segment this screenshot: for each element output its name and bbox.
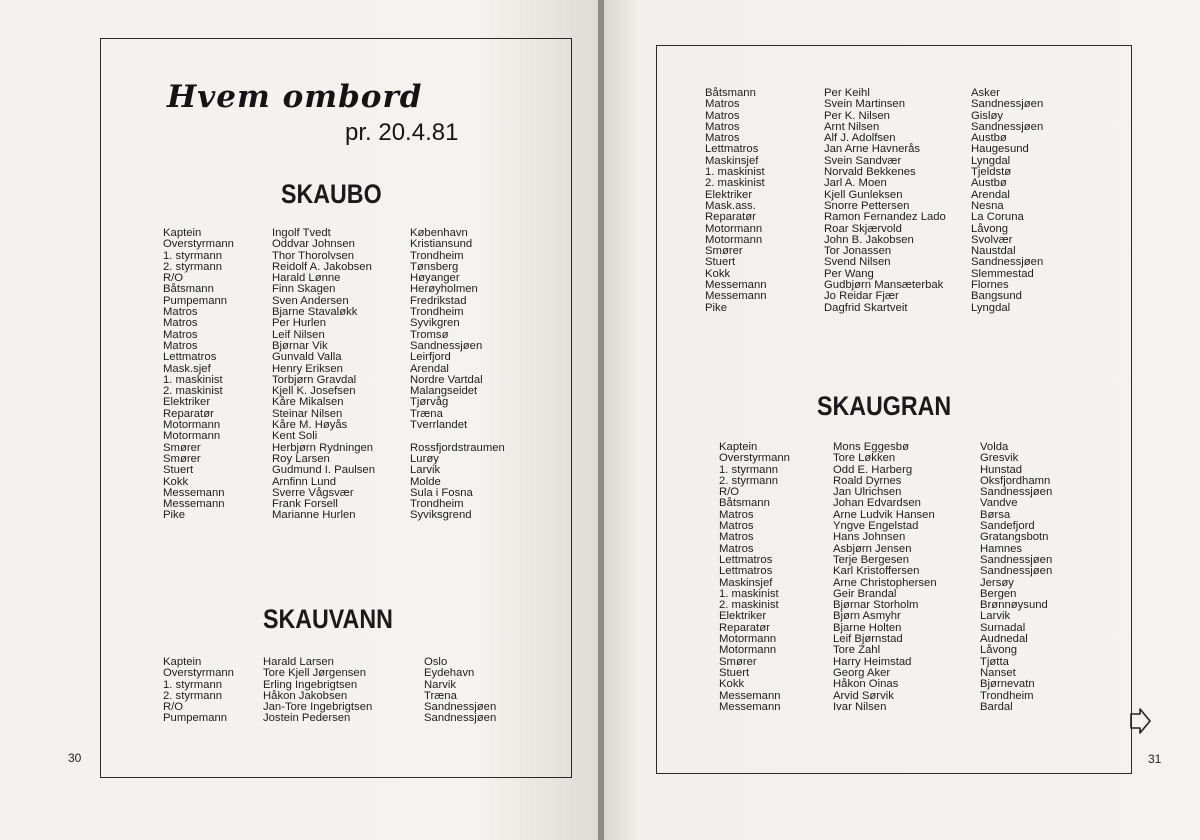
crew-name: Bjørnar Vik	[272, 339, 328, 352]
crew-rank: Matros	[163, 339, 198, 352]
crew-name: Dagfrid Skartveit	[824, 301, 908, 314]
crew-hometown: Trondheim	[410, 249, 464, 262]
crew-hometown: Rossfjordstraumen	[410, 441, 505, 454]
crew-rank: Matros	[719, 542, 754, 555]
crew-rank: Smører	[163, 441, 201, 454]
crew-rank: Messemann	[719, 689, 781, 702]
crew-rank: Pumpemann	[163, 712, 228, 725]
crew-name: Jostein Pedersen	[263, 712, 351, 725]
crew-hometown: Tønsberg	[410, 260, 459, 273]
crew-name: Thor Thorolvsen	[272, 249, 355, 262]
crew-name: Gudbjørn Mansæterbak	[824, 279, 944, 292]
crew-hometown: Tjeldstø	[971, 166, 1012, 179]
crew-name: Kjell K. Josefsen	[272, 385, 356, 398]
crew-name: Per K. Nilsen	[824, 109, 890, 122]
crew-hometown: Sandnessjøen	[971, 98, 1044, 111]
crew-hometown: Volda	[980, 441, 1009, 453]
crew-name: Jarl A. Moen	[824, 177, 887, 190]
crew-rank: Motormann	[163, 419, 221, 432]
crew-rank: Smører	[163, 452, 201, 465]
crew-name: Svein Martinsen	[824, 98, 905, 111]
crew-rank: Maskinsjef	[719, 576, 773, 589]
crew-hometown: Tjøtta	[980, 655, 1009, 668]
crew-hometown: La Coruna	[971, 211, 1024, 224]
crew-hometown: Kristiansund	[410, 238, 473, 251]
crew-name: Odd E. Harberg	[833, 463, 913, 476]
crew-rank: Matros	[719, 531, 754, 544]
crew-hometown: Slemmestad	[971, 267, 1034, 280]
crew-hometown: Brønnøysund	[980, 599, 1048, 612]
crew-hometown: Bergen	[980, 587, 1017, 600]
crew-rank: Reparatør	[705, 211, 756, 224]
crew-hometown: Trondheim	[980, 689, 1034, 702]
crew-hometown: Nanset	[980, 666, 1016, 679]
crew-rank: 2. maskinist	[163, 385, 223, 398]
crew-name: Snorre Pettersen	[824, 199, 910, 212]
crew-name: Per Keihl	[824, 87, 870, 99]
crew-rank: R/O	[163, 701, 184, 714]
crew-hometown: Naustdal	[971, 245, 1016, 258]
crew-name: Harry Heimstad	[833, 655, 912, 668]
crew-hometown: Sandnessjøen	[980, 486, 1053, 499]
crew-rank: Lettmatros	[705, 143, 759, 156]
crew-hometown: Trondheim	[410, 306, 464, 319]
crew-name: Svend Nilsen	[824, 256, 891, 269]
right-page-frame	[656, 45, 1132, 774]
crew-hometown: Børsa	[980, 508, 1011, 521]
crew-name: Jan-Tore Ingebrigtsen	[263, 701, 373, 714]
crew-rank: 2. maskinist	[719, 599, 779, 612]
crew-rank: 1. maskinist	[705, 166, 765, 179]
crew-name: Tore Zahl	[833, 644, 881, 657]
crew-hometown: Oksfjordhamn	[980, 474, 1051, 487]
crew-rank: Elektriker	[719, 610, 767, 623]
crew-name: Reidolf A. Jakobsen	[272, 260, 372, 273]
crew-rank: Kokk	[705, 267, 731, 280]
crew-name: Per Wang	[824, 267, 874, 280]
crew-rank: Motormann	[163, 430, 221, 443]
crew-rank: Matros	[705, 109, 740, 122]
crew-hometown: Træna	[424, 689, 457, 702]
crew-hometown: Narvik	[424, 678, 457, 691]
crew-hometown: Jersøy	[980, 576, 1014, 589]
crew-hometown: Haugesund	[971, 143, 1029, 156]
crew-rank: Matros	[163, 306, 198, 319]
crew-rank: Båtsmann	[719, 497, 770, 510]
crew-hometown: Lyngdal	[971, 301, 1011, 314]
crew-name: Hans Johnsen	[833, 531, 906, 544]
crew-hometown: Sandnessjøen	[980, 553, 1053, 566]
crew-hometown: Larvik	[980, 610, 1011, 623]
crew-rank: Lettmatros	[719, 565, 773, 578]
next-page-arrow-icon[interactable]	[1128, 708, 1152, 734]
crew-rank: Messemann	[163, 486, 225, 499]
crew-name: Svein Sandvær	[824, 154, 902, 167]
crew-name: Kjell Gunleksen	[824, 188, 903, 201]
crew-rank: Reparatør	[719, 621, 770, 634]
crew-hometown: Sandnessjøen	[424, 712, 497, 725]
crew-hometown: Leirfjord	[410, 351, 451, 364]
crew-hometown: Flornes	[971, 279, 1009, 292]
crew-rank: Motormann	[705, 233, 763, 246]
crew-name: Bjørn Asmyhr	[833, 610, 901, 623]
crew-name: Alf J. Adolfsen	[824, 132, 896, 145]
crew-hometown: Bardal	[980, 700, 1013, 713]
crew-name: Jan Arne Havnerås	[824, 143, 921, 156]
crew-name: Arne Christophersen	[833, 576, 937, 589]
crew-rank: 2. maskinist	[705, 177, 765, 190]
crew-hometown: Arendal	[971, 188, 1010, 201]
crew-hometown: Gisløy	[971, 109, 1004, 122]
crew-name: Torbjørn Gravdal	[272, 373, 357, 386]
left-page-frame	[100, 38, 572, 778]
crew-rank: Messemann	[163, 498, 225, 511]
crew-rank: Matros	[705, 120, 740, 133]
crew-hometown: Sula i Fosna	[410, 486, 473, 499]
crew-name: John B. Jakobsen	[824, 233, 914, 246]
crew-hometown: Eydehavn	[424, 667, 475, 680]
crew-name: Yngve Engelstad	[833, 520, 919, 533]
crew-hometown: Hunstad	[980, 463, 1023, 476]
crew-name: Arne Ludvik Hansen	[833, 508, 935, 521]
crew-hometown: Låvong	[980, 644, 1018, 657]
page-number-right: 31	[1148, 752, 1162, 766]
crew-rank: Elektriker	[705, 188, 753, 201]
crew-name: Leif Nilsen	[272, 328, 325, 341]
crew-rank: Mask.ass.	[705, 199, 756, 212]
crew-rank: Overstyrmann	[163, 667, 234, 680]
crew-rank: Pike	[705, 301, 727, 314]
crew-rank: 1. styrmann	[719, 463, 779, 476]
crew-hometown: Tverrlandet	[410, 419, 468, 432]
crew-hometown: Austbø	[971, 132, 1007, 145]
crew-name: Bjarne Stavaløkk	[272, 306, 358, 319]
crew-name: Steinar Nilsen	[272, 407, 343, 420]
crew-name: Terje Bergesen	[833, 553, 909, 566]
crew-name: Georg Aker	[833, 666, 891, 679]
crew-name: Roy Larsen	[272, 452, 330, 465]
crew-name: Gunvald Valla	[272, 351, 342, 364]
crew-name: Marianne Hurlen	[272, 509, 356, 522]
crew-rank: 1. maskinist	[719, 587, 779, 600]
crew-hometown: Audnedal	[980, 633, 1028, 646]
crew-hometown: Låvong	[971, 222, 1009, 235]
crew-hometown: Vandve	[980, 497, 1018, 510]
crew-name: Per Hurlen	[272, 317, 326, 330]
crew-hometown: Oslo	[424, 656, 448, 668]
page-number-left: 30	[68, 751, 82, 765]
crew-name: Herbjørn Rydningen	[272, 441, 374, 454]
crew-hometown: Austbø	[971, 177, 1007, 190]
crew-rank: 2. styrmann	[719, 474, 779, 487]
crew-rank: Motormann	[705, 222, 763, 235]
crew-hometown: Asker	[971, 87, 1000, 99]
crew-hometown: København	[410, 227, 468, 239]
crew-name: Bjarne Holten	[833, 621, 902, 634]
crew-name: Roar Skjærvold	[824, 222, 902, 235]
crew-rank: Matros	[719, 508, 754, 521]
crew-name: Kåre Mikalsen	[272, 396, 344, 409]
crew-name: Arvid Sørvik	[833, 689, 894, 702]
crew-name: Ingolf Tvedt	[272, 227, 331, 239]
crew-rank: 1. styrmann	[163, 678, 223, 691]
crew-rank: Reparatør	[163, 407, 214, 420]
left-page	[0, 0, 598, 840]
crew-hometown: Træna	[410, 407, 443, 420]
crew-rank: Kokk	[719, 678, 745, 691]
crew-hometown: Malangseidet	[410, 385, 478, 398]
crew-rank: Kaptein	[163, 227, 202, 239]
crew-rank: Lettmatros	[719, 553, 773, 566]
crew-rank: Kokk	[163, 475, 189, 488]
crew-name: Norvald Bekkenes	[824, 166, 916, 179]
crew-rank: Elektriker	[163, 396, 211, 409]
crew-hometown: Hamnes	[980, 542, 1023, 555]
crew-hometown: Arendal	[410, 362, 449, 375]
crew-rank: 2. styrmann	[163, 260, 223, 273]
crew-hometown: Nesna	[971, 199, 1004, 212]
crew-rank: Messemann	[705, 279, 767, 292]
crew-name: Frank Forsell	[272, 498, 338, 511]
crew-rank: Overstyrmann	[719, 452, 790, 465]
crew-name: Tore Kjell Jørgensen	[263, 667, 366, 680]
crew-rank: Smører	[705, 245, 743, 258]
ship-title-skaugran: SKAUGRAN	[817, 391, 952, 421]
right-page	[604, 0, 1200, 840]
crew-name: Asbjørn Jensen	[833, 542, 912, 555]
crew-name: Arnt Nilsen	[824, 120, 880, 133]
date-heading: pr. 20.4.81	[345, 119, 459, 146]
crew-rank: Maskinsjef	[705, 154, 759, 167]
crew-rank: Kaptein	[163, 656, 202, 668]
crew-name: Sven Andersen	[272, 294, 349, 307]
crew-name: Jan Ulrichsen	[833, 486, 902, 499]
crew-rank: Matros	[705, 132, 740, 145]
crew-hometown: Lyngdal	[971, 154, 1011, 167]
crew-hometown: Nordre Vartdal	[410, 373, 483, 386]
crew-hometown: Gresvik	[980, 452, 1019, 465]
crew-hometown: Sandnessjøen	[424, 701, 497, 714]
crew-rank: R/O	[163, 272, 184, 285]
crew-name: Kåre M. Høyås	[272, 419, 348, 432]
crew-hometown: Trondheim	[410, 498, 464, 511]
crew-name: Finn Skagen	[272, 283, 336, 296]
crew-rank: Pumpemann	[163, 294, 228, 307]
crew-rank: R/O	[719, 486, 740, 499]
crew-name: Henry Eriksen	[272, 362, 343, 375]
crew-rank: Båtsmann	[163, 283, 214, 296]
crew-name: Ivar Nilsen	[833, 700, 887, 713]
crew-hometown: Bangsund	[971, 290, 1022, 303]
crew-rank: Motormann	[719, 633, 777, 646]
crew-rank: Lettmatros	[163, 351, 217, 364]
crew-name: Tore Løkken	[833, 452, 896, 465]
crew-hometown: Sandnessjøen	[971, 256, 1044, 269]
crew-hometown: Lurøy	[410, 452, 439, 465]
crew-name: Johan Edvardsen	[833, 497, 921, 510]
crew-name: Erling Ingebrigtsen	[263, 678, 358, 691]
crew-name: Gudmund I. Paulsen	[272, 464, 375, 477]
crew-rank: Matros	[163, 317, 198, 330]
crew-rank: Matros	[705, 98, 740, 111]
crew-rank: Pike	[163, 509, 185, 522]
crew-rank: Stuert	[705, 256, 736, 269]
headline: Hvem ombord	[167, 79, 423, 115]
crew-name: Bjørnar Storholm	[833, 599, 919, 612]
crew-rank: Stuert	[163, 464, 194, 477]
crew-rank: Messemann	[705, 290, 767, 303]
crew-name: Mons Eggesbø	[833, 441, 909, 453]
crew-hometown: Svolvær	[971, 233, 1013, 246]
crew-rank: Matros	[719, 520, 754, 533]
crew-rank: 1. styrmann	[163, 249, 223, 262]
crew-rank: Båtsmann	[705, 87, 756, 99]
crew-name: Håkon Oinas	[833, 678, 899, 691]
crew-name: Roald Dyrnes	[833, 474, 902, 487]
crew-name: Arnfinn Lund	[272, 475, 337, 488]
crew-name: Tor Jonassen	[824, 245, 892, 258]
crew-name: Harald Lønne	[272, 272, 341, 285]
crew-name: Karl Kristoffersen	[833, 565, 920, 578]
crew-hometown: Larvik	[410, 464, 441, 477]
crew-name: Sverre Vågsvær	[272, 486, 354, 499]
crew-name: Jo Reidar Fjær	[824, 290, 899, 303]
crew-name: Kent Soli	[272, 430, 318, 443]
crew-rank: Kaptein	[719, 441, 758, 453]
crew-hometown: Sandnessjøen	[410, 339, 483, 352]
crew-name: Leif Bjørnstad	[833, 633, 903, 646]
ship-title-skaubo: SKAUBO	[281, 179, 382, 209]
crew-name: Ramon Fernandez Lado	[824, 211, 946, 224]
crew-hometown: Tjørvåg	[410, 396, 449, 409]
crew-hometown: Herøyholmen	[410, 283, 478, 296]
crew-rank: 1. maskinist	[163, 373, 223, 386]
crew-name: Håkon Jakobsen	[263, 689, 348, 702]
crew-rank: Overstyrmann	[163, 238, 234, 251]
crew-rank: Messemann	[719, 700, 781, 713]
crew-hometown: Fredrikstad	[410, 294, 467, 307]
crew-hometown: Surnadal	[980, 621, 1026, 634]
crew-rank: Smører	[719, 655, 757, 668]
crew-rank: 2. styrmann	[163, 689, 223, 702]
crew-name: Oddvar Johnsen	[272, 238, 355, 251]
crew-name: Geir Brandal	[833, 587, 897, 600]
crew-hometown: Bjørnevatn	[980, 678, 1035, 691]
crew-hometown: Tromsø	[410, 328, 449, 341]
crew-hometown: Sandefjord	[980, 520, 1035, 533]
crew-name: Harald Larsen	[263, 656, 334, 668]
crew-hometown: Høyanger	[410, 272, 460, 285]
crew-hometown: Syviksgrend	[410, 509, 472, 522]
crew-hometown: Sandnessjøen	[971, 120, 1044, 133]
crew-hometown: Gratangsbotn	[980, 531, 1049, 544]
crew-hometown: Molde	[410, 475, 441, 488]
crew-hometown: Syvikgren	[410, 317, 460, 330]
crew-hometown: Sandnessjøen	[980, 565, 1053, 578]
ship-title-skauvann: SKAUVANN	[263, 604, 393, 634]
crew-rank: Stuert	[719, 666, 750, 679]
crew-rank: Motormann	[719, 644, 777, 657]
crew-rank: Mask.sjef	[163, 362, 211, 375]
crew-rank: Matros	[163, 328, 198, 341]
